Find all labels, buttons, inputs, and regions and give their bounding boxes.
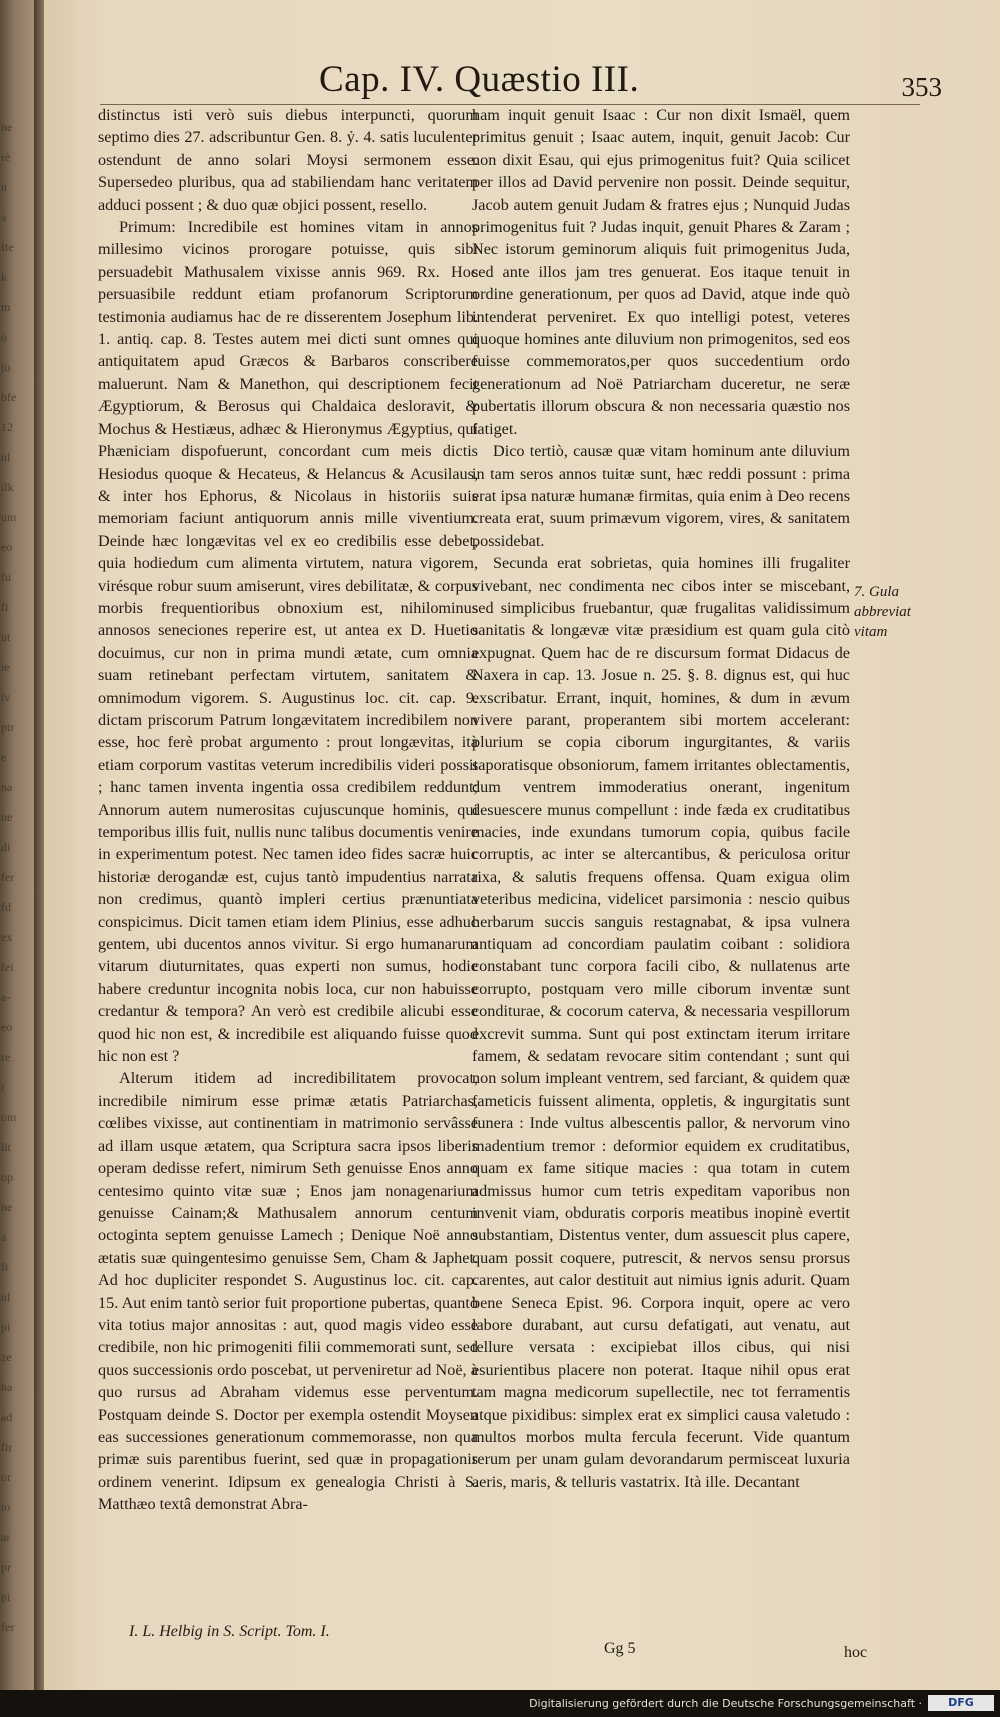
facing-page-fragment: nl: [1, 1290, 11, 1304]
facing-page-fragment: pi: [1, 1320, 11, 1334]
facing-page-fragment: k: [1, 270, 7, 284]
facing-page-fragment: ba: [1, 1380, 13, 1394]
facing-page-fragment: om: [1, 1110, 17, 1124]
facing-page-fragment: fd: [1, 900, 11, 914]
facing-page-fragment: op: [1, 1170, 13, 1184]
facing-page-fragment: di: [1, 840, 11, 854]
facing-page-fragment: fu: [1, 570, 11, 584]
facing-page-fragment: ju: [1, 360, 11, 374]
facing-page-fragment: ad: [1, 1410, 13, 1424]
paragraph: Primum: Incredibile est homines vitam in annos millesimo vicinos prorogare potuisse, quis sibi persuadebit Mathusalem vixisse annis 969. Rx. Hoc persuasibile reddunt etiam profanorum Scriptorum testimonia audiamus hac de re disserentem Josephum lib. 1. antiq. cap. 8. Testes autem mei dicti sunt omnes qui antiquitatem apud Græcos & Barbaros conscribere maluerunt. Nam & Manethon, qui descriptionem fecit Ægyptiorum, & Berosus qui Chaldaica desloravit, & Mochus & Hestiæus, adhæc & Hieronymus Ægyptius, qui Phæniciam dispofuerunt, concordant cum meis dictis Hesiodus quoque & Hecateus, & Helancus & Acusilaus, & inter hos Ephorus, & Nicolaus in historiis suis memoriam faciunt antiquorum annis mille viventium. Deinde hæc longævitas vel ex eo credibilis esse debet, quia hodiedum cum alimenta virtutem, natura vigorem, virésque robur suum amiserunt, vires debilitatæ, & corpus morbis frequentioribus obnoxium est, nihilominus annosos seneciones reperire est, ut antea ex D. Huetio docuimus, cur non in prima mundi ætate, cum omnia suam retinebant perfectam virtutem, sanitatem & omnimodum vigorem. S. Augustinus loc. cit. cap. 9. dictam priscorum Patrum longævitatem incredibilem non esse, hoc ferè probat argumento : prout longævitas, ità etiam corporum vastitas veterum incredibilis videri possit ; hanc tamen inventa ingentia ossa credibilem reddunt; Annorum autem numerositas cujuscunque hominis, qui temporibus illis fuit, nullis nunc talibus documentis venire in experimentum potest. Nec tamen ideo fides sacræ huic historiæ derogandæ est, cujus tantò impudentius narrata non credimus, quantò impleri certius prænuntiata conspicimus. Dicit tamen etiam idem Plinius, esse adhuc gentem, ubi ducentos annos vivitur. Si ergo humanarum vitarum diuturnitates, quas experti non sumus, hodie habere creduntur incognita nobis loca, cur non habuisse credantur & tempora? An verò est credibile alicubi esse quod hic non est, & incredibile est aliquando fuisse quod hic non est ?: [98, 218, 478, 1066]
facing-page-fragment: ne: [1, 120, 13, 134]
facing-page-fragment: fi: [1, 1260, 9, 1274]
facing-page-fragment: a: [1, 210, 7, 224]
credit-bar: [0, 1690, 1000, 1717]
facing-page-fragment: bfe: [1, 390, 17, 404]
facing-page-fragment: ze: [1, 1350, 12, 1364]
facing-page-fragment: lv: [1, 690, 11, 704]
facing-page-fragment: fir: [1, 1440, 13, 1454]
facing-page-fragment: m: [1, 300, 11, 314]
facing-page-fragment: 12: [1, 420, 13, 434]
chapter-title: Cap. IV. Quæstio III.: [319, 59, 640, 100]
facing-page-fragment: pi: [1, 1590, 11, 1604]
facing-page-fragment: fi: [1, 600, 9, 614]
facing-page-fragment: fer: [1, 1620, 15, 1634]
facing-page-fragment: rè: [1, 150, 11, 164]
facing-page-fragment: e: [1, 750, 7, 764]
paragraph: distinctus isti verò suis diebus interpuncti, quorum septimo dies 27. adscribuntur Gen. 8. ỷ. 4. satis luculenter ostendunt de anno solari Moysi sermonem esse. Supersedeo pluribus, qua ad stabiliendam hanc veritatem adduci possent ; & duo quæ objici possent, resello.: [98, 106, 478, 214]
paragraph: ham inquit genuit Isaac : Cur non dixit Ismaël, quem primitus genuit ; Isaac autem, inquit, genuit Jacob: Cur non dixit Esau, qui ejus primogenitus fuit? Quia scilicet per illos ad David pervenire non possit. Deinde sequitur, Jacob autem genuit Judam & fratres ejus ; Nunquid Judas primogenitus fuit ? Judas inquit, genuit Phares & Zaram ; Nec istorum geminorum aliquis fuit primogenitus Juda, sed ante illos jam tres genuerat. Eos itaque tenuit in ordine generationum, per quos ad David, atque inde quò intenderat perveniret. Ex quo intelligi potest, veteres quoque homines ante diluvium non primogenitos, sed eos fuisse commemoratos,per quos succedentium ordo generationum ad Noë Patriarcham duceretur, ne seræ pubertatis illorum obscura & non necessaria quæstio nos fatiget.: [472, 106, 850, 438]
facing-page-fragment: nl: [1, 450, 11, 464]
facing-page-edge: [0, 0, 34, 1717]
page-number: 353: [901, 72, 942, 102]
facing-page-fragment: fei: [1, 960, 14, 974]
facing-page-fragment: ilk: [1, 480, 14, 494]
paragraph: Alterum itidem ad incredibilitatem provocat, incredibile nimirum esse primæ ætatis Patriarchas, cœlibes vixisse, aut continentiam in matrimonio servâsse ad illam usque ætatem, qua Scriptura sacra ipsos liberis operam dedisse refert, nimirum Seth genuisse Enos anno centesimo quinto vitæ suæ ; Enos jam nonagenarium genuisse Cainam;& Mathusalem annorum centum octoginta septem genuisse Lamech ; Denique Noë anno ætatis suæ quingentesimo genuisse Sem, Cham & Japhet. Ad hoc dupliciter respondet S. Augustinus loc. cit. cap. 15. Aut enim tantò serior fuit proportione pubertas, quantò vita totius major annositas : aut, quod magis video esse credibile, non hic primogeniti filii commemorati sunt, sed quos successionis ordo poscebat, ut perveniretur ad Noë, à quo rursus ad Abraham videmus esse perventum. Postquam deinde S. Doctor per exempla ostendit Moysen eas successiones generationum commemorasse, non qua primæ suis parentibus fuerint, sed quæ in propagationis ordinem venerint. Idipsum ex genealogia Christi à S. Matthæo textâ demonstrat Abra-: [98, 1069, 478, 1514]
facing-page-fragment: a: [1, 1230, 7, 1244]
facing-page-fragment: n: [1, 180, 7, 194]
facing-page-fragment: eo: [1, 540, 13, 554]
margin-note: 7. Gula abbreviat vitam: [854, 584, 911, 640]
sheet-mark: Gg 5: [604, 1640, 636, 1657]
facing-page-fragment: re: [1, 1050, 11, 1064]
facing-page-fragment: fer: [1, 870, 15, 884]
facing-page-fragment: ar: [1, 1530, 11, 1544]
facing-page-fragment: ne: [1, 1200, 13, 1214]
facing-page-fragment: a-: [1, 990, 11, 1004]
signature-line: I. L. Helbig in S. Script. Tom. I.: [129, 1623, 330, 1640]
facing-page-fragment: lit: [1, 1140, 12, 1154]
facing-page-fragment: o: [1, 330, 7, 344]
facing-page-fragment: eo: [1, 1020, 13, 1034]
facing-page-fragment: ne: [1, 810, 13, 824]
catchword: hoc: [844, 1644, 868, 1661]
facing-page-fragment: to: [1, 1500, 11, 1514]
left-column: [98, 104, 478, 1516]
book-gutter: [34, 0, 44, 1717]
paragraph: Dico tertiò, causæ quæ vitam hominum ante diluvium in tam seros annos tuitæ sunt, hæc reddi possunt : prima erat ipsa naturæ humanæ firmitas, quia enim à Deo recens creata erat, suum primævum vigorem, vires, & sanitatem possidebat.: [472, 442, 850, 550]
book-page: [44, 0, 1000, 1690]
right-column: [472, 104, 850, 1493]
paragraph: Secunda erat sobrietas, quia homines illi frugaliter vivebant, nec condimenta nec cibos inter se miscebant, sed simplicibus fruebantur, quæ frugalitas validissimum sanitatis & longævæ vitæ præsidium est quam gula citò expugnat. Quem hac de re discursum format Didacus de Naxera in cap. 13. Josue n. 25. §. 8. dignus est, qui huc exscribatur. Errant, inquit, homines, & dum in ævum vivere parant, properantem sibi mortem accelerant: plurium se copia ciborum ingurgitantes, & variis saporatisque obsoniorum, famem irritantes oblectamentis, dum ventrem immoderatius onerant, ingenitum desuescere munus compellunt : inde fæda ex cruditatibus macies, inde exundans tumorum copia, quibus facile corruptis, ac inter se altercantibus, & periculosa oritur rixa, & salutis frequens offensa. Quam exigua olim veteribus medicina, videlicet parsimonia : nescio quibus herbarum succis sanguis restagnabat, & ipsa vulnera antiquam ad concordiam paulatim coibant : solidiora constabant tunc corpora facili cibo, & nullatenus arte corrupto, postquam vero mille ciborum inventæ sunt conditurae, & cocorum caterva, & necessaria vespillorum excrevit summa. Sunt qui post extinctam iterum irritare famem, & sedatam revocare sitim contendant ; sunt qui non solum impleant ventrem, sed farciant, & quidem quæ fameticis fuissent alimenta, oppletis, & ingurgitatis sunt funera : Inde vultus albescentis pallor, & nervorum vino madentium tremor : deformior equidem ex cruditatibus, quam ex fame sitique macies : qua totam in cutem admissus humor cum tetris expeditam vaporibus non invenit viam, obduratis corporis meatibus inopinè evertit substantiam, Distentus venter, dum assuescit plus capere, quam possit coquere, putrescit, & nervos sensu prorsus carentes, aut calor destituit aut nimius ignis adurit. Quam bene Seneca Epist. 96. Corpora inquit, opere ac vero labore durabant, aut cursu defatigati, aut venatu, aut tellure versata : excipiebat illos cibus, qui nisi esurientibus placere non poterat. Itaque nihil opus erat tam magna medicorum supellectile, nec tot ferramentis atque pixidibus: simplex erat ex simplici causa valetudo : multos morbos multa fercula fecerunt. Vide quantum rerum per unam gulam devorandarum permisceat luxuria aeris, maris, & telluris vastatrix. Ità ille. Decantant: [472, 554, 850, 1491]
running-head: [44, 58, 1000, 108]
credit-text: Digitalisierung gefördert durch die Deutsche Forschungsgemeinschaft ·: [529, 1697, 922, 1710]
facing-page-fragment: r: [1, 1080, 5, 1094]
facing-page-fragment: na: [1, 780, 13, 794]
facing-page-fragment: ut: [1, 630, 11, 644]
facing-page-fragment: ex: [1, 930, 13, 944]
facing-page-fragment: or: [1, 1470, 11, 1484]
dfg-logo: DFG: [928, 1695, 994, 1711]
facing-page-fragment: um: [1, 510, 17, 524]
facing-page-fragment: ie: [1, 660, 10, 674]
facing-page-fragment: Ite: [1, 240, 14, 254]
facing-page-fragment: ptr: [1, 720, 15, 734]
facing-page-fragment: pr: [1, 1560, 11, 1574]
